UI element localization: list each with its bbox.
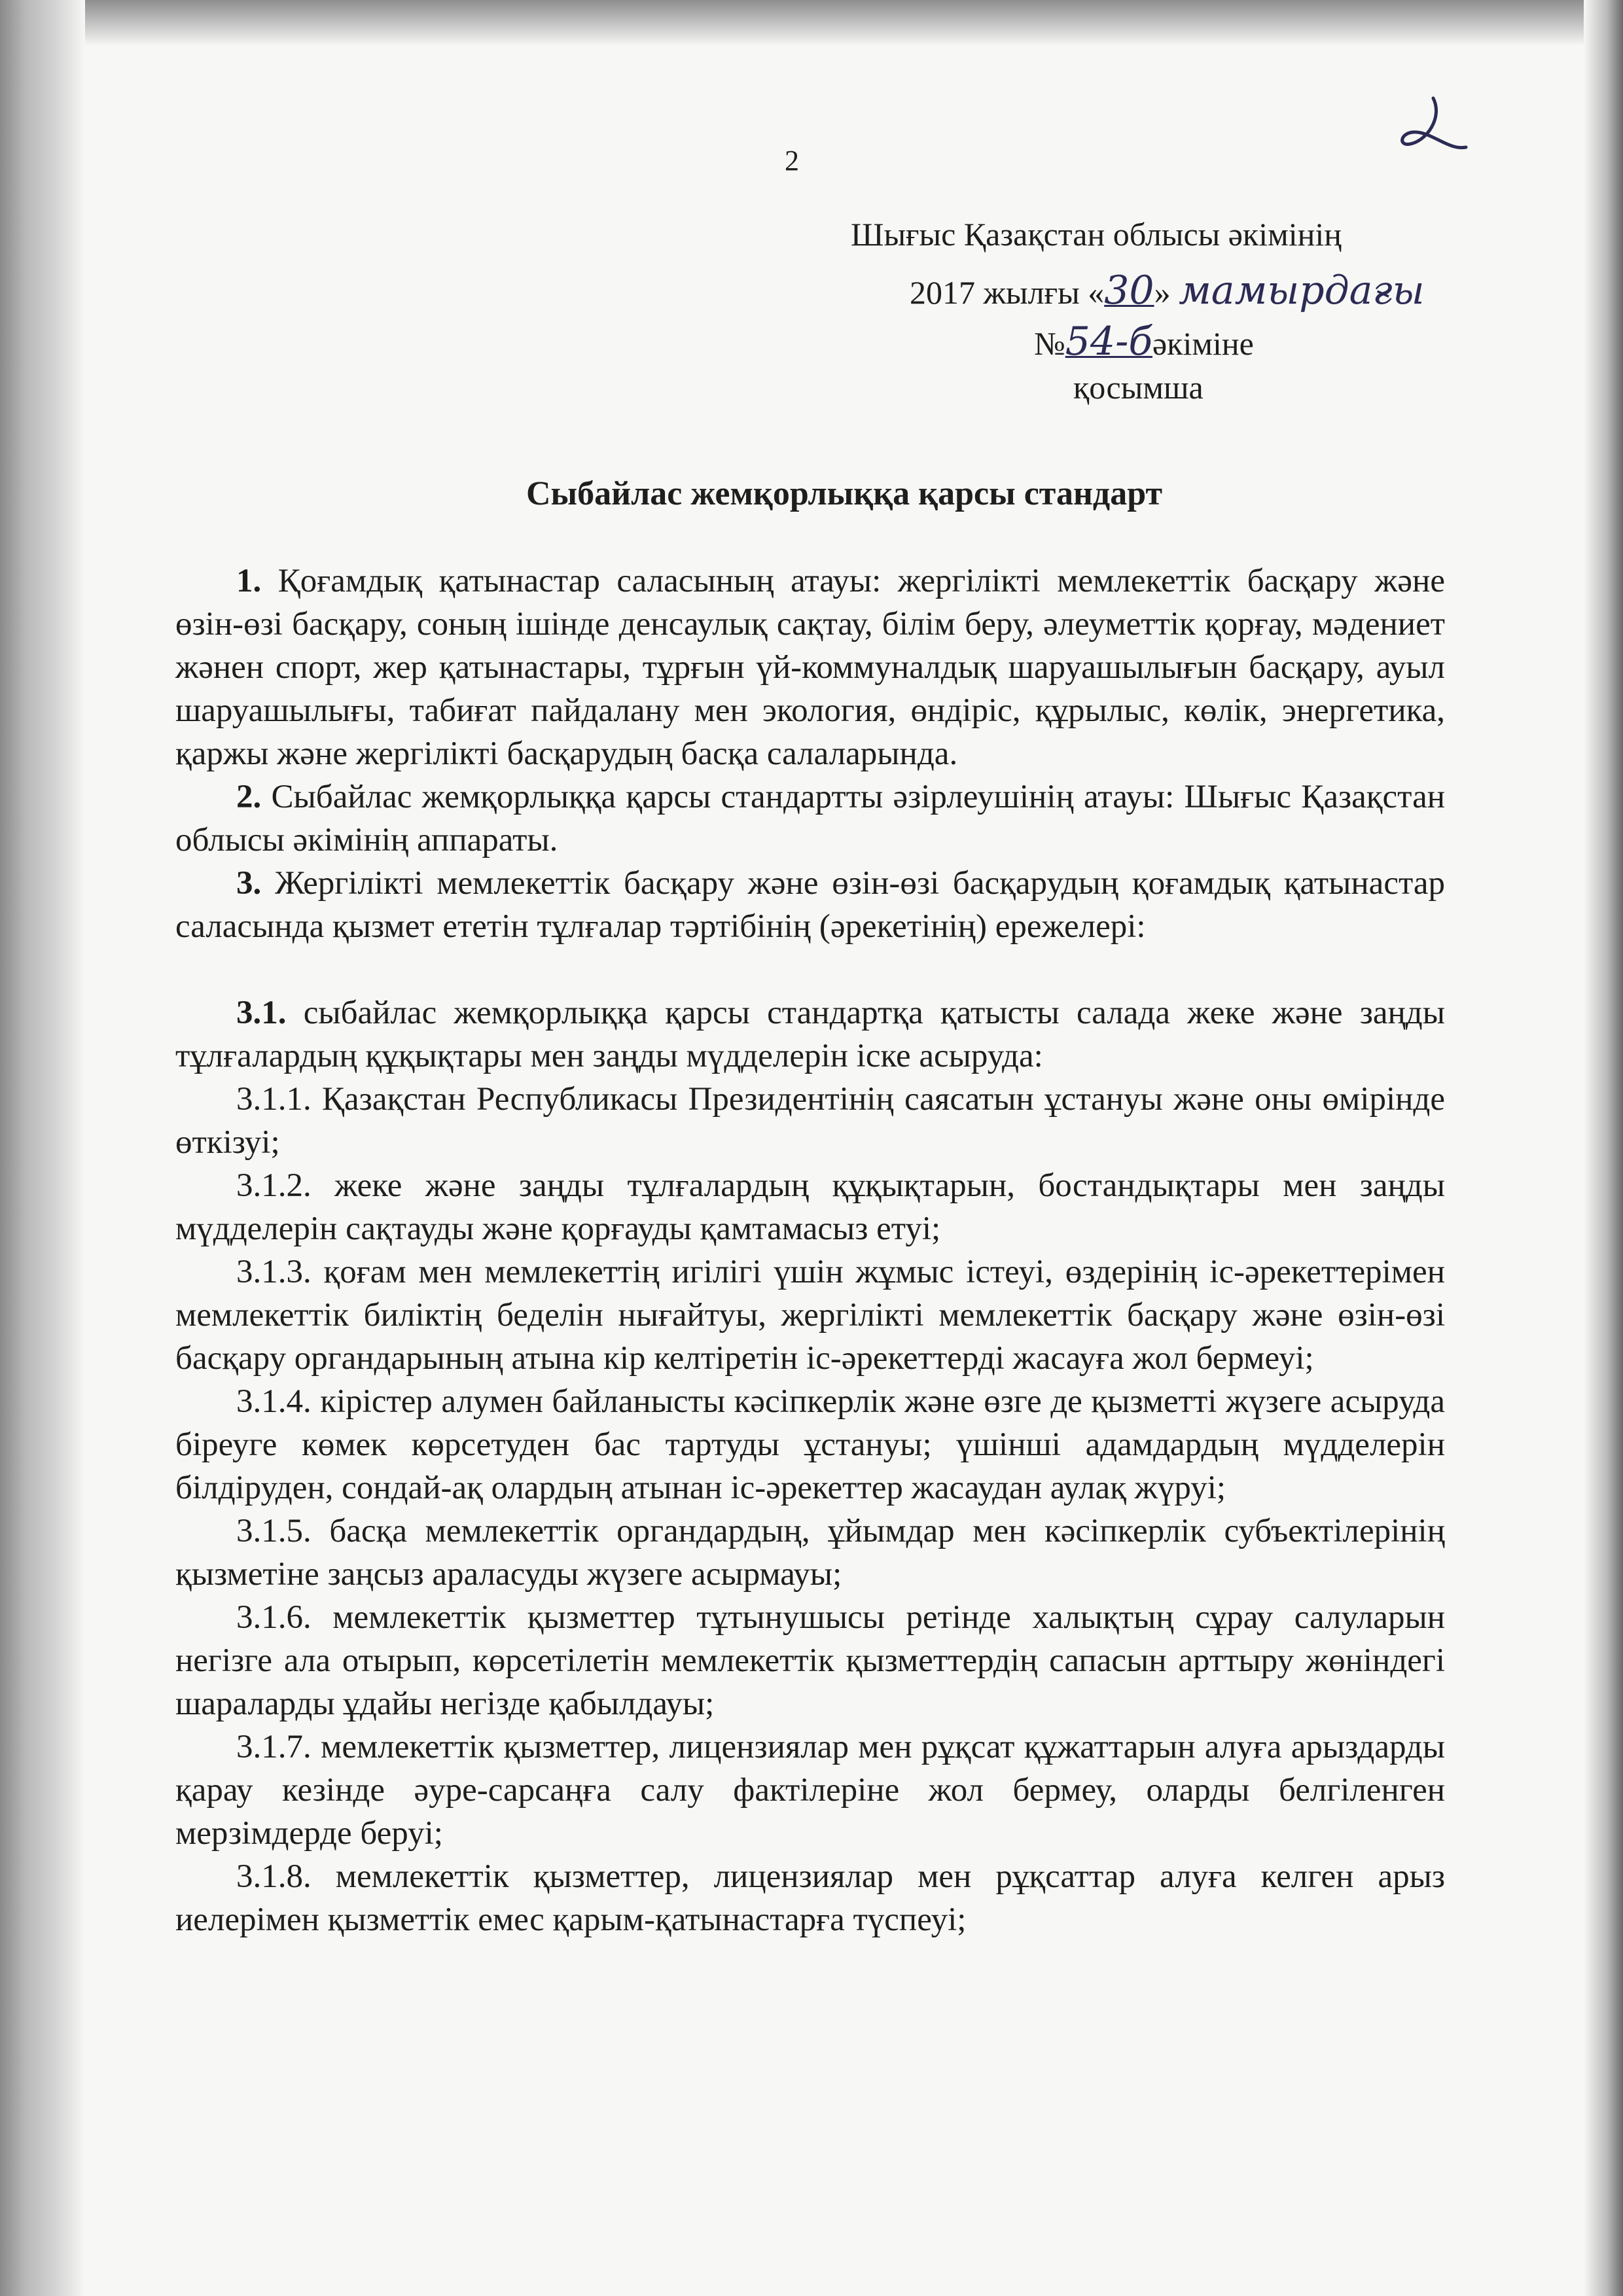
paragraph-number: 3. [236, 865, 262, 902]
paragraph-text: 3.1.4. кірістер алумен байланысты кәсіпкерлік және өзге де қызметті жүзеге асыруда біреуге көмек көрсетуден бас тартуды ұстануы; үшінші адамдардың мүдделерін білдіруден, сондай-ақ олардың атынан іс-әрекеттер жасаудан аулақ жүруі; [175, 1383, 1445, 1506]
approval-month: мамырдағы [1179, 268, 1425, 313]
document-title: Сыбайлас жемқорлыққа қарсы стандарт [526, 475, 1163, 512]
paragraph-3-1-8 [175, 1855, 1445, 1941]
paragraph-2 [175, 775, 1445, 862]
paragraph-number: 3.1. [236, 995, 287, 1031]
paragraph-3-1-2 [175, 1164, 1445, 1250]
paragraph-text: 3.1.6. мемлекеттік қызметтер тұтынушысы ретінде халықтың сұрау салуларын негізге ала отырып, көрсетілетін мемлекеттік қызметтердің сапасын арттыру жөніндегі шараларды ұдайы негізде қабылдауы; [175, 1599, 1445, 1722]
paragraph-1 [175, 559, 1445, 775]
paragraph-text: сыбайлас жемқорлыққа қарсы стандартқа қатысты салада жеке және заңды тұлғалардың құқықтары мен заңды мүдделерін іске асыруда: [175, 995, 1445, 1074]
page-number: 2 [785, 145, 799, 177]
paragraph-3-1-3 [175, 1250, 1445, 1380]
paragraph-gap [175, 948, 1445, 991]
paragraph-text: 3.1.1. Қазақстан Республикасы Президентінің саясатын ұстануы және оны өмірінде өткізуі; [175, 1081, 1445, 1161]
handwritten-sheet-number [1387, 92, 1472, 170]
paragraph-text: 3.1.2. жеке және заңды тұлғалардың құқықтарын, бостандықтары мен заңды мүдделерін сақтауды және қорғауды қамтамасыз етуі; [175, 1167, 1445, 1247]
approval-year: 2017 жылғы « [910, 274, 1105, 311]
approval-line-1: Шығыс Қазақстан облысы әкімінің [851, 216, 1342, 253]
document-body [175, 559, 1445, 1941]
paragraph-text: Сыбайлас жемқорлыққа қарсы стандартты әзірлеушінің атауы: Шығыс Қазақстан облысы әкімінің аппараты. [175, 779, 1445, 858]
paragraph-number: 1. [236, 563, 262, 599]
paragraph-text: 3.1.7. мемлекеттік қызметтер, лицензиялар мен рұқсат құжаттарын алуға арыздарды қарау кезінде әуре-сарсаңға салу фактілеріне жол бермеу, оларды белгіленген мерзімдерде беруі; [175, 1729, 1445, 1852]
approval-quote: » [1154, 274, 1171, 311]
paragraph-3-1-5 [175, 1510, 1445, 1596]
paragraph-text: Қоғамдық қатынастар саласының атауы: жергілікті мемлекеттік басқару және өзін-өзі басқару, соның ішінде денсаулық сақтау, білім беру, әлеуметтік қорғау, мәдениет жәнен спорт, жер қатынастары, тұрғын үй-коммуналдық шаруашылығын басқару, ауыл шаруашылығы, табиғат пайдалану мен экология, өндіріс, құрылыс, көлік, энергетика, қаржы және жергілікті басқарудың басқа салаларында. [175, 563, 1445, 772]
paragraph-3-1 [175, 991, 1445, 1078]
paragraph-number: 2. [236, 779, 262, 815]
approval-number: 54-б [1065, 319, 1152, 364]
paragraph-3-1-7 [175, 1725, 1445, 1855]
paragraph-3-1-1 [175, 1078, 1445, 1164]
paragraph-3-1-4 [175, 1380, 1445, 1510]
approval-block [818, 209, 1472, 414]
paragraph-text: 3.1.8. мемлекеттік қызметтер, лицензиялар мен рұқсаттар алуға келген арыз иелерімен қызметтік емес қарым-қатынастарға түспеуі; [175, 1858, 1445, 1938]
paragraph-text: Жергілікті мемлекеттік басқару және өзін-өзі басқарудың қоғамдық қатынастар саласында қызмет ететін тұлғалар тәртібінің (әрекетінің) ережелері: [175, 865, 1445, 945]
approval-line-2 [818, 260, 1472, 311]
paragraph-3-1-6 [175, 1596, 1445, 1725]
scan-left-shadow [0, 0, 85, 2296]
paragraph-text: 3.1.3. қоғам мен мемлекеттің игілігі үшін жұмыс істеуі, өздерінің іс-әрекеттерімен мемлекеттік биліктің беделін нығайтуы, жергілікті мемлекеттік басқару және өзін-өзі басқару органдарының атына кір келтіретін іс-әрекеттерді жасауға жол бермеуі; [175, 1254, 1445, 1377]
paragraph-text: 3.1.5. басқа мемлекеттік органдардың, ұйымдар мен кәсіпкерлік субъектілерінің қызметіне заңсыз араласуды жүзеге асырмауы; [175, 1513, 1445, 1593]
approval-resolution: әкіміне [1152, 325, 1254, 362]
approval-day: 30 [1104, 268, 1154, 313]
scan-right-edge [1584, 0, 1623, 2296]
approval-number-sign: № [1034, 325, 1065, 362]
paragraph-3 [175, 862, 1445, 948]
scan-top-edge [0, 0, 1623, 46]
approval-line-3 [818, 311, 1472, 362]
approval-line-4: қосымша [1073, 369, 1204, 406]
